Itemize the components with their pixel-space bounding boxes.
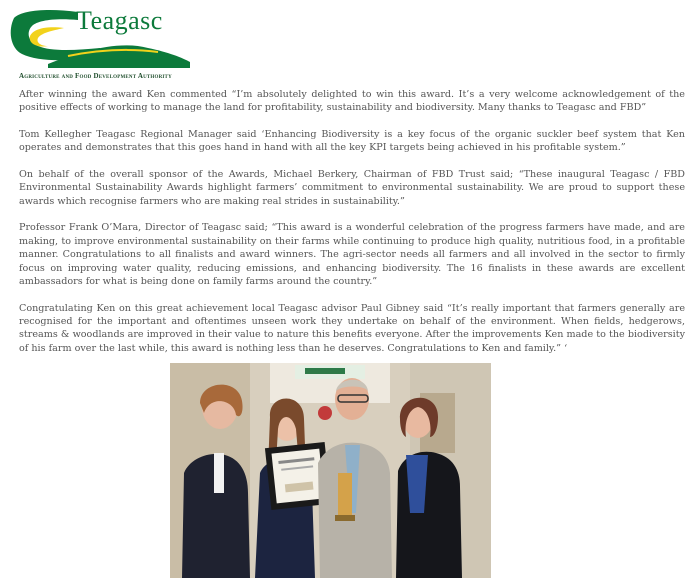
teagasc-logo	[8, 6, 193, 80]
brand-name: Teagasc	[76, 6, 163, 35]
award-photo-illustration	[170, 363, 491, 578]
paragraph-ken-quote: After winning the award Ken commented “I’m absolutely delighted to win this award. It’s a very welcome acknowledgement of the positive effects of working to manage the land for profitability, sustainability and biodiversity. Many thanks to Teagasc and FBD”	[19, 89, 685, 114]
article-body	[19, 88, 685, 368]
brand-tagline: Agriculture and Food Development Authority	[19, 72, 172, 80]
paragraph-paul-gibney: Congratulating Ken on this great achievement local Teagasc advisor Paul Gibney said “It’s really important that farmers generally are recognised for the important and oftentimes unseen work they undertake on behalf of the environment. When fields, hedgerows, streams & woodlands are improved in their value to nature this benefits everyone. After the improvements Ken made to the biodiversity of his farm over the last while, this award is nothing less than he deserves. Congratulations to Ken and family.” ‘	[19, 302, 685, 354]
paragraph-frank-omara: Professor Frank O’Mara, Director of Teagasc said; “This award is a wonderful celebration of the progress farmers have made, and are making, to improve environmental sustainability on their farms while continuing to produce high quality, nutritious food, in a profitable manner. Congratulations to all finalists and award winners. The agri-sector needs all farmers and all involved in the sector to firmly focus on improving water quality, reducing emissions, and enhancing biodiversity. The 16 finalists in these awards are excellent ambassadors for what is being done on family farms around the country.”	[19, 222, 685, 288]
paragraph-tom-kellegher: Tom Kellegher Teagasc Regional Manager said ‘Enhancing Biodiversity is a key focus of the organic suckler beef system that Ken operates and demonstrates that this goes hand in hand with all the key KPI targets being achieved in his profitable system.”	[19, 129, 685, 154]
award-photo	[170, 363, 491, 578]
paragraph-michael-berkery: On behalf of the overall sponsor of the Awards, Michael Berkery, Chairman of FBD Trust said; “These inaugural Teagasc / FBD Environmental Sustainability Awards highlight farmers’ commitment to environmental sustainability. We are proud to support these awards which recognise farmers who are making real strides in sustainability.”	[19, 169, 685, 207]
